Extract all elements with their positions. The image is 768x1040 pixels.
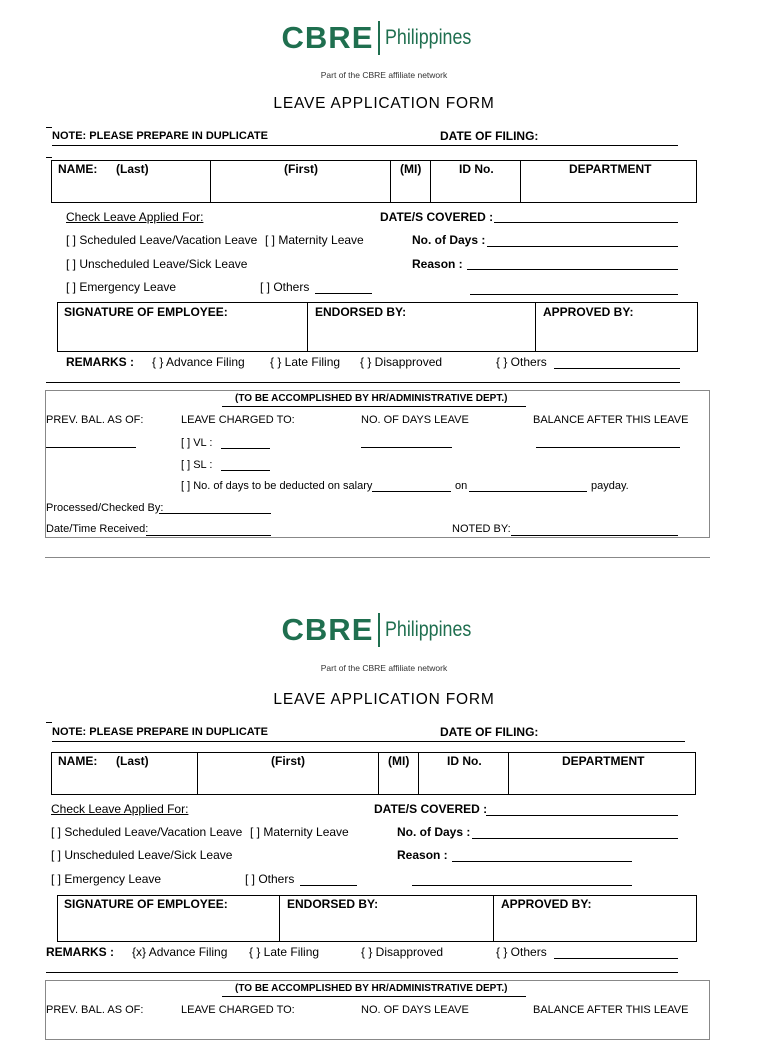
approved-by-label: APPROVED BY: xyxy=(543,305,634,319)
no-of-days-field-2[interactable] xyxy=(472,838,678,839)
no-days-leave-label: NO. OF DAYS LEAVE xyxy=(361,414,469,426)
salary-deduction-option[interactable]: [ ] No. of days to be deducted on salary xyxy=(181,480,373,492)
reason-field[interactable] xyxy=(467,269,678,270)
mi-label-2: (MI) xyxy=(388,754,410,768)
date-of-filing-label: DATE OF FILING: xyxy=(440,129,539,143)
no-of-days-label-2: No. of Days : xyxy=(397,825,471,839)
prev-balance-label: PREV. BAL. AS OF: xyxy=(46,414,144,426)
last-label-2: (Last) xyxy=(116,754,149,768)
disapproved-option[interactable]: { } Disapproved xyxy=(360,355,443,369)
name-label-2: NAME: xyxy=(58,754,98,768)
logo-cbre-2: CBRE xyxy=(281,612,374,647)
reason-field-2[interactable] xyxy=(452,861,632,862)
no-of-days-field[interactable] xyxy=(487,246,678,247)
late-filing-option[interactable]: { } Late Filing xyxy=(270,355,341,369)
dates-covered-label: DATE/S COVERED : xyxy=(380,210,494,224)
hr-section xyxy=(45,390,710,538)
noted-by-label: NOTED BY: xyxy=(452,523,511,535)
dates-covered-field-2[interactable] xyxy=(486,815,678,816)
advance-filing-option-2[interactable]: {x} Advance Filing xyxy=(132,945,228,959)
late-filing-option-2[interactable]: { } Late Filing xyxy=(249,945,320,959)
id-label-2: ID No. xyxy=(447,754,482,768)
scheduled-leave-option-2[interactable]: [ ] Scheduled Leave/Vacation Leave xyxy=(51,825,243,839)
leave-charged-label-2: LEAVE CHARGED TO: xyxy=(181,1004,295,1016)
vl-option[interactable]: [ ] VL : xyxy=(181,437,213,449)
check-leave-label-2: Check Leave Applied For: xyxy=(51,802,189,816)
note-text: NOTE: PLEASE PREPARE IN DUPLICATE xyxy=(52,130,268,142)
on-label: on xyxy=(455,480,468,492)
remarks-others-option[interactable]: { } Others xyxy=(496,355,547,369)
advance-filing-option[interactable]: { } Advance Filing xyxy=(152,355,245,369)
approved-by-label-2: APPROVED BY: xyxy=(501,897,592,911)
hr-heading-2: (TO BE ACCOMPLISHED BY HR/ADMINISTRATIVE DEPT.) xyxy=(235,983,508,994)
logo-region: Philippines xyxy=(384,26,472,49)
department-label: DEPARTMENT xyxy=(569,162,652,176)
last-label: (Last) xyxy=(116,162,149,176)
form-title: LEAVE APPLICATION FORM xyxy=(273,95,495,112)
emergency-leave-option[interactable]: [ ] Emergency Leave xyxy=(66,280,177,294)
date-received-label: Date/Time Received: xyxy=(46,523,149,535)
maternity-leave-option-2[interactable]: [ ] Maternity Leave xyxy=(250,825,349,839)
unscheduled-leave-option[interactable]: [ ] Unscheduled Leave/Sick Leave xyxy=(66,257,248,271)
balance-after-label-2: BALANCE AFTER THIS LEAVE xyxy=(533,1004,689,1016)
reason-label: Reason : xyxy=(412,257,463,271)
remarks-label-2: REMARKS : xyxy=(46,945,114,959)
sl-option[interactable]: [ ] SL : xyxy=(181,459,213,471)
tagline-2: Part of the CBRE affiliate network xyxy=(320,663,448,673)
no-days-leave-label-2: NO. OF DAYS LEAVE xyxy=(361,1004,469,1016)
logo-cbre: CBRE xyxy=(281,20,374,55)
payday-label: payday. xyxy=(591,480,629,492)
signature-label: SIGNATURE OF EMPLOYEE: xyxy=(64,305,228,319)
endorsed-by-label-2: ENDORSED BY: xyxy=(287,897,379,911)
logo xyxy=(0,20,768,56)
remarks-others-option-2[interactable]: { } Others xyxy=(496,945,547,959)
processed-by-label: Processed/Checked By: xyxy=(46,502,164,514)
others-option[interactable]: [ ] Others xyxy=(260,280,310,294)
id-label: ID No. xyxy=(459,162,494,176)
form-title-2: LEAVE APPLICATION FORM xyxy=(273,691,495,708)
maternity-leave-option[interactable]: [ ] Maternity Leave xyxy=(265,233,364,247)
name-label: NAME: xyxy=(58,162,98,176)
logo-2 xyxy=(0,612,768,648)
disapproved-option-2[interactable]: { } Disapproved xyxy=(361,945,444,959)
signature-label-2: SIGNATURE OF EMPLOYEE: xyxy=(64,897,228,911)
emergency-leave-option-2[interactable]: [ ] Emergency Leave xyxy=(51,872,162,886)
date-of-filing-label-2: DATE OF FILING: xyxy=(440,725,539,739)
first-label: (First) xyxy=(284,162,318,176)
balance-after-label: BALANCE AFTER THIS LEAVE xyxy=(533,414,689,426)
tagline: Part of the CBRE affiliate network xyxy=(320,70,448,80)
endorsed-by-label: ENDORSED BY: xyxy=(315,305,407,319)
others-option-2[interactable]: [ ] Others xyxy=(245,872,295,886)
logo-divider-2 xyxy=(378,613,380,647)
note-text-2: NOTE: PLEASE PREPARE IN DUPLICATE xyxy=(52,726,268,738)
remarks-label: REMARKS : xyxy=(66,355,134,369)
logo-divider xyxy=(378,21,380,55)
scheduled-leave-option[interactable]: [ ] Scheduled Leave/Vacation Leave xyxy=(66,233,258,247)
dates-covered-field[interactable] xyxy=(494,222,678,223)
unscheduled-leave-option-2[interactable]: [ ] Unscheduled Leave/Sick Leave xyxy=(51,848,233,862)
first-label-2: (First) xyxy=(271,754,305,768)
reason-label-2: Reason : xyxy=(397,848,448,862)
prev-balance-label-2: PREV. BAL. AS OF: xyxy=(46,1004,144,1016)
leave-charged-label: LEAVE CHARGED TO: xyxy=(181,414,295,426)
logo-region-2: Philippines xyxy=(384,618,472,641)
check-leave-label: Check Leave Applied For: xyxy=(66,210,204,224)
dates-covered-label-2: DATE/S COVERED : xyxy=(374,802,488,816)
mi-label: (MI) xyxy=(400,162,422,176)
department-label-2: DEPARTMENT xyxy=(562,754,645,768)
hr-heading: (TO BE ACCOMPLISHED BY HR/ADMINISTRATIVE DEPT.) xyxy=(235,393,508,404)
cut-line xyxy=(45,557,710,558)
no-of-days-label: No. of Days : xyxy=(412,233,486,247)
